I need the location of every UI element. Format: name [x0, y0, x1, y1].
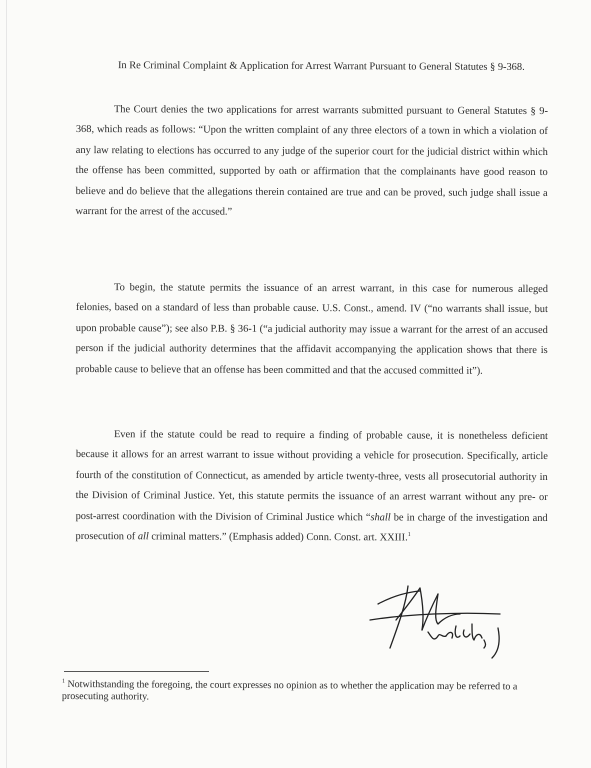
paragraph-text: criminal matters.” (Emphasis added) Conn. Const. art. XXIII.: [148, 531, 408, 544]
paragraph-prosecution-vehicle: [75, 425, 548, 549]
scan-edge-line: [6, 0, 7, 768]
paragraph-text: The Court denies the two applications for arrest warrants submitted pursuant to General Statutes § 9-368, which reads as follows: “Upon the written complaint of any three electors of a town in which a violation of any law relating to elections has occurred to any judge of the superior court for the judicial district within which the offense has been committed, supported by oath or affirmation that the complainants have good reason to believe and do believe that the allegations therein contained are true and can be proved, such judge shall issue a warrant for the arrest of the accused.”: [75, 104, 548, 218]
emphasis-shall: shall: [370, 511, 391, 523]
paragraph-text: To begin, the statute permits the issuance of an arrest warrant, in this case for numerous alleged felonies, based on a standard of less than probable cause. U.S. Const., amend. IV (“no warrants shall issue, but upon probable cause”); see also P.B. § 36-1 (“a judicial authority may issue a warrant for the arrest of an accused person if the judicial authority determines that the affidavit accompanying the application shows that there is probable cause to believe that an offense has been committed and that the accused committed it”).: [75, 282, 548, 377]
footnote-mark: 1: [61, 678, 66, 685]
footnote-text: Notwithstanding the foregoing, the court expresses no opinion as to whether the application may be referred to a prosecuting authority.: [61, 679, 518, 703]
footnote-divider: [64, 671, 209, 672]
judge-signature: [368, 574, 518, 664]
paragraph-text: be in charge of the investigation and prosecution of: [75, 511, 548, 543]
document-heading: In Re Criminal Complaint & Application for Arrest Warrant Pursuant to General Statutes § 9-368.: [117, 60, 525, 73]
emphasis-all: all: [137, 531, 149, 543]
footnote: [62, 679, 540, 706]
paragraph-probable-cause: [76, 278, 548, 382]
paragraph-statute-quote: [75, 100, 548, 224]
footnote-reference[interactable]: 1: [407, 532, 411, 539]
paragraph-text: Even if the statute could be read to require a finding of probable cause, it is nonetheless deficient because it allows for an arrest warrant to issue without providing a vehicle for prosecution. Specifically, article fourth of the constitution of Connecticut, as amended by article twenty-three, vests all prosecutorial authority in the Division of Criminal Justice. Yet, this statute permits the issuance of an arrest warrant without any pre- or post-arrest coordination with the Division of Criminal Justice which “: [75, 429, 548, 523]
